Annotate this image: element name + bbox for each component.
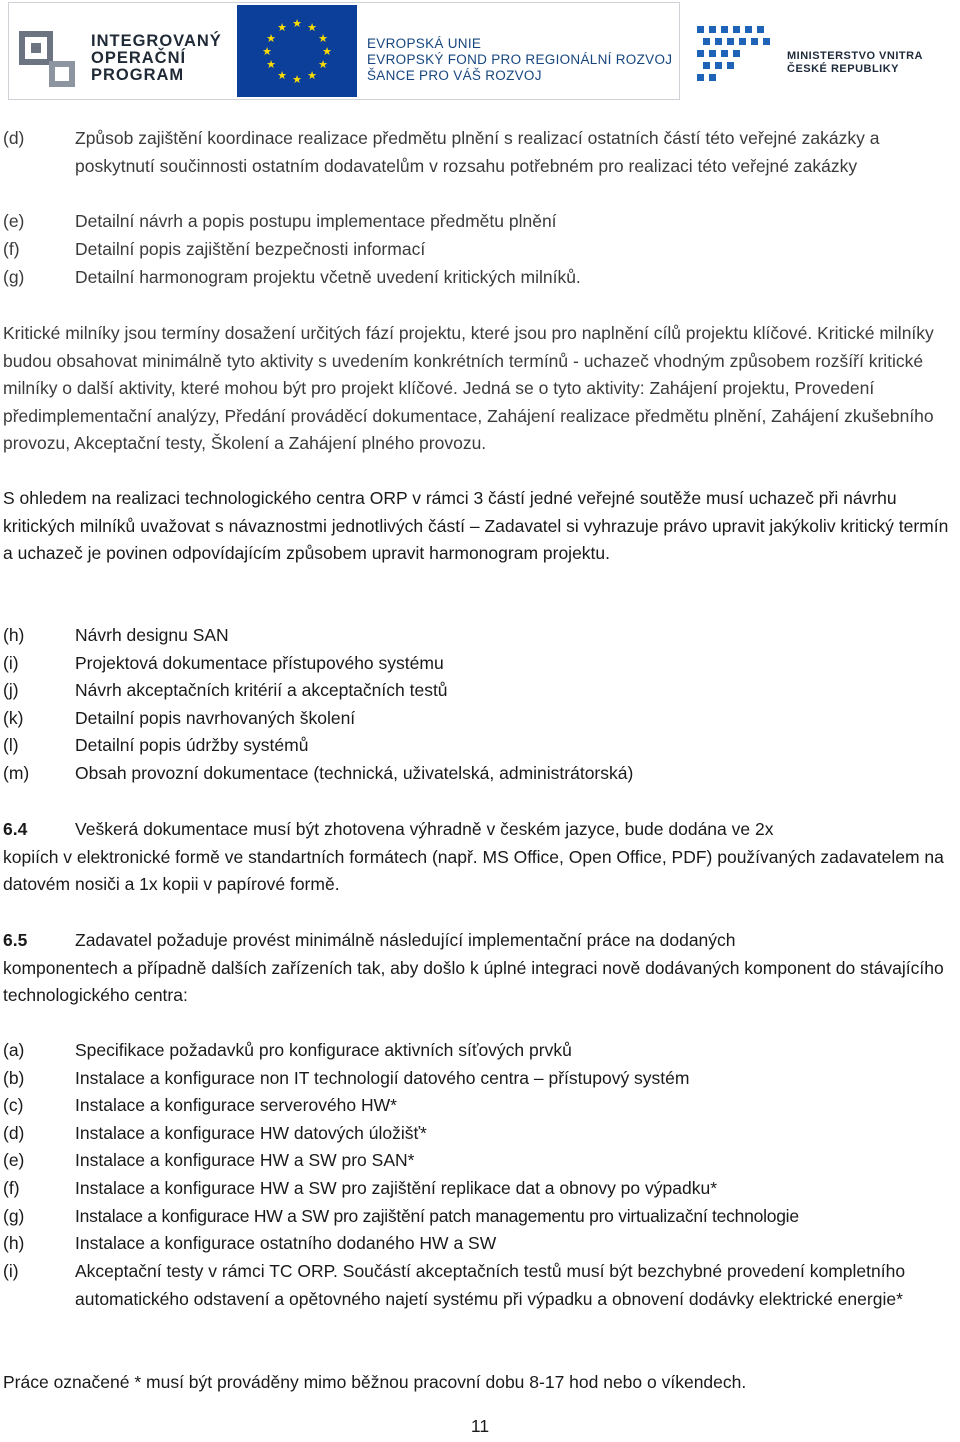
svg-text:★: ★ (277, 21, 287, 34)
list-item-label: (g) (3, 1206, 25, 1226)
section-number: 6.4 (3, 819, 28, 839)
list-item-label: (m) (3, 763, 30, 783)
iop-logo-mark-icon (19, 31, 75, 87)
section-heading-line: Zadavatel požaduje provést minimálně následující implementační práce na dodaných (75, 930, 736, 950)
iop-logo-text (91, 33, 222, 84)
list-item-text: Instalace a konfigurace ostatního dodaného HW a SW (75, 1233, 497, 1253)
list-item-label: (g) (3, 267, 25, 287)
list-item-label: (c) (3, 1095, 24, 1115)
svg-text:★: ★ (307, 21, 317, 34)
mv-logo-line2: ČESKÉ REPUBLIKY (787, 63, 900, 75)
svg-text:★: ★ (318, 58, 328, 71)
list-item-text: Projektová dokumentace přístupového systému (75, 653, 444, 673)
list-item-text: Instalace a konfigurace non IT technologií datového centra – přístupový systém (75, 1068, 690, 1088)
eu-logo-line2: EVROPSKÝ FOND PRO REGIONÁLNÍ ROZVOJ (367, 52, 673, 67)
iop-logo (19, 27, 222, 89)
list-item-text: Návrh designu SAN (75, 625, 229, 645)
svg-text:★: ★ (318, 32, 328, 45)
list-item-text: Instalace a konfigurace serverového HW* (75, 1095, 397, 1115)
footnote-after-hours: Práce označené * musí být prováděny mimo běžnou pracovní dobu 8-17 hod nebo o víkendech. (3, 1372, 747, 1392)
list-item-text: Akceptační testy v rámci TC ORP. Součástí akceptačních testů musí být bezchybné provedení kompletního automatického odstavení a opětovného najetí systému při výpadku a obnovení dodávky elektrické energie* (75, 1261, 906, 1309)
section-number: 6.5 (3, 930, 28, 950)
list-item-label: (i) (3, 1261, 19, 1281)
list-item-label: (b) (3, 1068, 25, 1088)
list-item-text: Obsah provozní dokumentace (technická, uživatelská, administrátorská) (75, 763, 634, 783)
paragraph-critical-milestones: Kritické milníky jsou termíny dosažení určitých fází projektu, které jsou pro naplnění cílů projektu klíčové. Kritické milníky budou obsahovat minimálně tyto aktivity s uvedením konkrétních termínů - uchazeč vhodným způsobem rozšíří kritické milníky o další aktivity, které mohou být pro projekt klíčové. Jedná se o tyto aktivity: Zahájení projektu, Provedení předimplementační analýzy, Předání prováděcí dokumentace, Zahájení realizace předmětu plnění, Zahájení zkušebního provozu, Akceptační testy, Školení a Zahájení plného provozu. (3, 323, 934, 453)
page-number: 11 (470, 1416, 490, 1436)
list-item-text: Instalace a konfigurace HW a SW pro zajištění replikace dat a obnovy po výpadku* (75, 1178, 718, 1198)
iop-logo-line3: PROGRAM (91, 66, 185, 84)
header-logos-bar (8, 2, 680, 100)
list-item-text: Instalace a konfigurace HW a SW pro SAN* (75, 1150, 415, 1170)
list-item-label: (f) (3, 1178, 20, 1198)
list-item-label: (i) (3, 653, 19, 673)
eu-logo-line1: EVROPSKÁ UNIE (367, 36, 482, 51)
list-item-label: (h) (3, 625, 25, 645)
list-item-text: Detailní popis navrhovaných školení (75, 708, 356, 728)
list-item-text: Detailní návrh a popis postupu implementace předmětu plnění (75, 211, 557, 231)
mv-logo-text (787, 50, 923, 76)
list-item-text: Detailní popis zajištění bezpečnosti informací (75, 239, 426, 259)
svg-text:★: ★ (266, 32, 276, 45)
section-heading-line: Veškerá dokumentace musí být zhotovena výhradně v českém jazyce, bude dodána ve 2x (75, 819, 774, 839)
iop-logo-line2: OPERAČNÍ (91, 49, 187, 67)
list-item-label: (d) (3, 128, 25, 148)
section-6-5 (3, 927, 960, 1017)
section-body: kopiích v elektronické formě ve standartních formátech (např. MS Office, Open Office, PDF) používaných zadavatelem na datovém nosiči a 1x kopii v papírové formě. (3, 846, 944, 894)
list-item-label: (f) (3, 239, 20, 259)
list-item-text: Způsob zajištění koordinace realizace předmětu plnění s realizací ostatních částí této veřejné zakázky a poskytnutí součinnosti ostatním dodavatelům v rozsahu potřebném pro realizaci této veřejné zakázky (75, 128, 880, 176)
list-item-text: Detailní harmonogram projektu včetně uvedení kritických milníků. (75, 267, 581, 287)
paragraph-technology-center: S ohledem na realizaci technologického centra ORP v rámci 3 částí jedné veřejné soutěže musí uchazeč při návrhu kritických milníků uvažovat s návaznostmi jednotlivých částí – Zadavatel si vyhrazuje právo upravit jakýkoliv kritický termín a uchazeč je povinen odpovídajícím způsobem upravit harmonogram projektu. (3, 488, 949, 563)
list-item-text: Návrh akceptačních kritérií a akceptačních testů (75, 680, 448, 700)
list-item-label: (e) (3, 211, 25, 231)
mv-logo-line1: MINISTERSTVO VNITRA (787, 50, 924, 62)
list-item-label: (e) (3, 1150, 25, 1170)
svg-text:★: ★ (322, 45, 332, 58)
eu-logo-line3: ŠANCE PRO VÁŠ ROZVOJ (367, 68, 542, 83)
section-6-4 (3, 816, 960, 906)
svg-text:★: ★ (262, 45, 272, 58)
iop-logo-line1: INTEGROVANÝ (91, 32, 222, 50)
list-item-label: (h) (3, 1233, 25, 1253)
list-item-label: (a) (3, 1040, 25, 1060)
list-item-label: (j) (3, 680, 19, 700)
svg-text:★: ★ (277, 69, 287, 82)
list-item-text: Instalace a konfigurace HW a SW pro zajištění patch managementu pro virtualizační technologie (75, 1206, 799, 1226)
list-item-label: (d) (3, 1123, 25, 1143)
svg-text:★: ★ (266, 58, 276, 71)
mv-logo (695, 14, 955, 94)
mv-logo-mark-icon (695, 22, 777, 82)
list-item-text: Instalace a konfigurace HW datových úložišť* (75, 1123, 427, 1143)
eu-flag-icon (237, 5, 357, 97)
list-item-label: (k) (3, 708, 24, 728)
list-item-text: Specifikace požadavků pro konfigurace aktivních síťových prvků (75, 1040, 572, 1060)
svg-text:★: ★ (292, 17, 302, 30)
list-item-label: (l) (3, 735, 19, 755)
list-item-text: Detailní popis údržby systémů (75, 735, 309, 755)
section-body: komponentech a případně dalších zařízeních tak, aby došlo k úplné integraci nově dodávaných komponent do stávajícího technologického centra: (3, 957, 944, 1005)
svg-text:★: ★ (292, 73, 302, 86)
eu-logo-text (367, 36, 672, 84)
svg-text:★: ★ (307, 69, 317, 82)
